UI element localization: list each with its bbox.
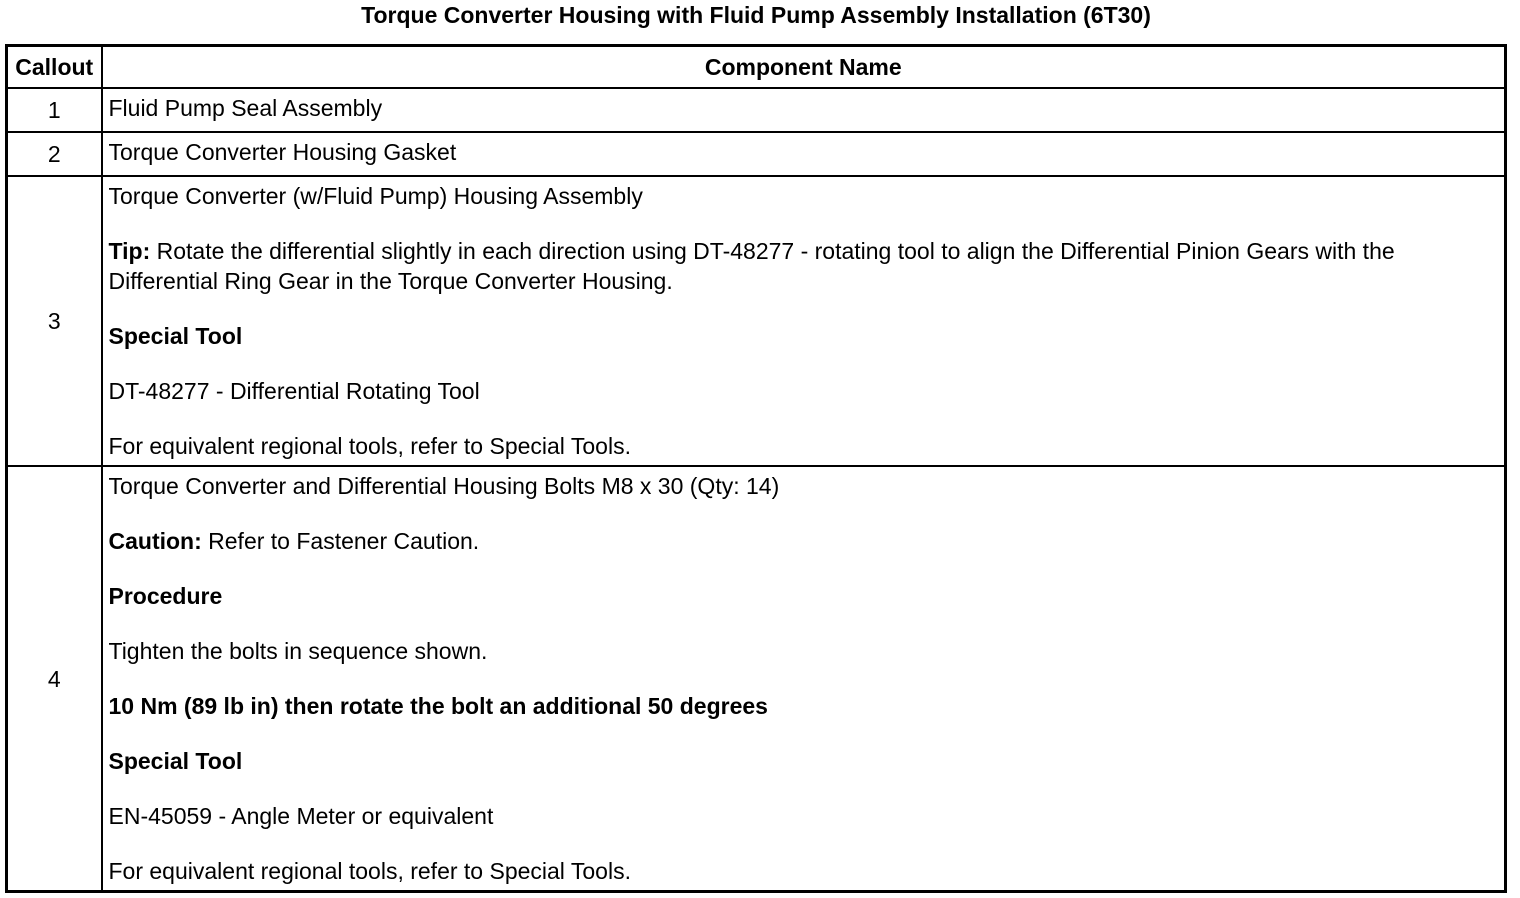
special-tool-name: DT-48277 - Differential Rotating Tool: [108, 378, 480, 404]
special-tool-name: EN-45059 - Angle Meter or equivalent: [108, 803, 494, 829]
component-detail-cell: [102, 466, 1506, 892]
component-name-cell: Fluid Pump Seal Assembly: [102, 88, 1506, 132]
callout-header: Callout: [7, 46, 102, 89]
regional-tools-note: For equivalent regional tools, refer to Special Tools.: [108, 433, 631, 459]
tip-label: Tip:: [108, 238, 151, 264]
procedure-heading: Procedure: [108, 583, 223, 609]
table-row: [7, 132, 1506, 176]
component-name: Torque Converter (w/Fluid Pump) Housing Assembly: [108, 183, 643, 209]
component-name-cell: Torque Converter Housing Gasket: [102, 132, 1506, 176]
tip-text: Rotate the differential slightly in each direction using DT-48277 - rotating tool to align the Differential Pinion Gears with the Differential Ring Gear in the Torque Converter Housing.: [108, 238, 1395, 294]
callout-cell: 2: [7, 132, 102, 176]
special-tool-heading: Special Tool: [108, 323, 243, 349]
component-detail-cell: [102, 176, 1506, 466]
table-row: [7, 88, 1506, 132]
table-row: [7, 466, 1506, 892]
callout-cell: 4: [7, 466, 102, 892]
procedure-step: Tighten the bolts in sequence shown.: [108, 638, 488, 664]
caution-text: Refer to Fastener Caution.: [201, 528, 480, 554]
tip-paragraph: [109, 236, 1499, 296]
callout-cell: 1: [7, 88, 102, 132]
components-table: [5, 44, 1507, 893]
torque-spec: 10 Nm (89 lb in) then rotate the bolt an additional 50 degrees: [108, 693, 768, 719]
caution-label: Caution:: [108, 528, 202, 554]
callout-cell: 3: [7, 176, 102, 466]
table-row: [7, 176, 1506, 466]
component-name-header: Component Name: [102, 46, 1506, 89]
table-header-row: [7, 46, 1506, 89]
page-title: Torque Converter Housing with Fluid Pump Assembly Installation (6T30): [361, 2, 1151, 28]
regional-tools-note: For equivalent regional tools, refer to Special Tools.: [108, 858, 631, 884]
special-tool-heading: Special Tool: [108, 748, 243, 774]
component-name: Torque Converter and Differential Housing Bolts M8 x 30 (Qty: 14): [108, 473, 780, 499]
caution-paragraph: [109, 526, 1499, 556]
